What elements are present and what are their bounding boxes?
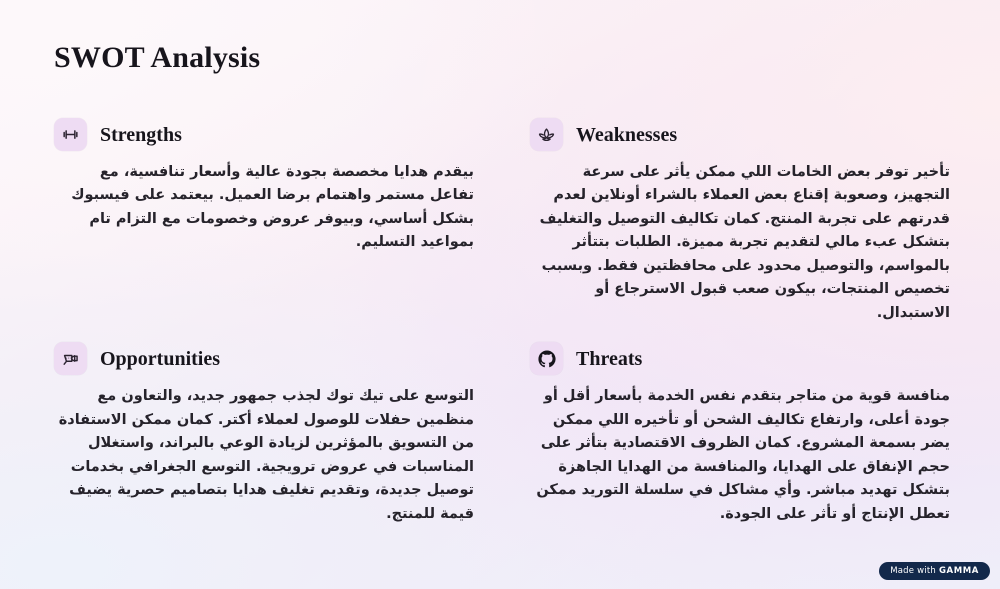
quadrant-title-threats: Threats <box>576 347 643 370</box>
lotus-flower-icon <box>530 118 563 151</box>
page-title: SWOT Analysis <box>54 41 261 74</box>
swot-quadrant-grid <box>54 118 950 526</box>
quadrant-header-weaknesses <box>530 118 950 151</box>
quadrant-title-weaknesses: Weaknesses <box>576 123 678 146</box>
swot-quadrant-weaknesses <box>530 118 950 325</box>
dumbbell-icon <box>54 118 87 151</box>
quadrant-body-weaknesses: تأخير توفر بعض الخامات اللي ممكن يأثر على سرعة التجهيز، وصعوبة إقناع بعض العملاء بالشراء أونلاين لعدم قدرتهم على تجربة المنتج. كمان تكاليف التوصيل والتغليف بتشكل عبء مالي لتقديم تجربة مميزة. الطلبات بتتأثر بالمواسم، والتوصيل محدود على محافظتين فقط. وبسبب تخصيص المنتجات، بيكون صعب قبول الاسترجاع أو الاستبدال. <box>539 164 950 321</box>
swot-quadrant-strengths <box>54 118 474 325</box>
quadrant-header-opportunities <box>54 342 474 375</box>
quadrant-header-strengths <box>54 118 474 151</box>
gamma-badge-brand: GAMMA <box>938 566 979 576</box>
made-with-gamma-badge[interactable] <box>879 562 990 580</box>
quadrant-header-threats <box>530 342 950 375</box>
swot-quadrant-opportunities <box>54 342 474 526</box>
video-camera-icon <box>54 342 87 375</box>
swot-quadrant-threats <box>530 342 950 526</box>
quadrant-title-opportunities: Opportunities <box>100 347 221 370</box>
quadrant-body-threats: منافسة قوية من متاجر بتقدم نفس الخدمة بأسعار أقل أو جودة أعلى، وارتفاع تكاليف الشحن أو تأخيره اللي ممكن يضر بسمعة المشروع. كمان الظروف الاقتصادية بتأثر على حجم الإنفاق على الهدايا، والمنافسة من الهدايا الجاهزة بتشكل تهديد مباشر. وأي مشاكل في سلسلة التوريد ممكن تعطل الإنتاج أو تأثر على الجودة. <box>536 388 950 522</box>
quadrant-body-strengths: بيقدم هدايا مخصصة بجودة عالية وأسعار تنافسية، مع تفاعل مستمر واهتمام برضا العميل. بيعتمد على فيسبوك بشكل أساسي، وبيوفر عروض وخصومات مع التزام تام بمواعيد التسليم. <box>71 164 474 251</box>
github-logo-icon <box>530 342 563 375</box>
quadrant-title-strengths: Strengths <box>100 123 182 146</box>
gamma-badge-prefix: Made with <box>890 566 936 576</box>
quadrant-body-opportunities: التوسع على تيك توك لجذب جمهور جديد، والتعاون مع منظمين حفلات للوصول لعملاء أكتر. كمان ممكن الاستفادة من التسويق بالمؤثرين لزيادة الوعي بالبراند، واستغلال المناسبات في عروض ترويجية. التوسع الجغرافي بخدمات توصيل جديدة، وتقديم تغليف هدايا بتصاميم حصرية يضيف قيمة للمنتج. <box>58 388 474 522</box>
